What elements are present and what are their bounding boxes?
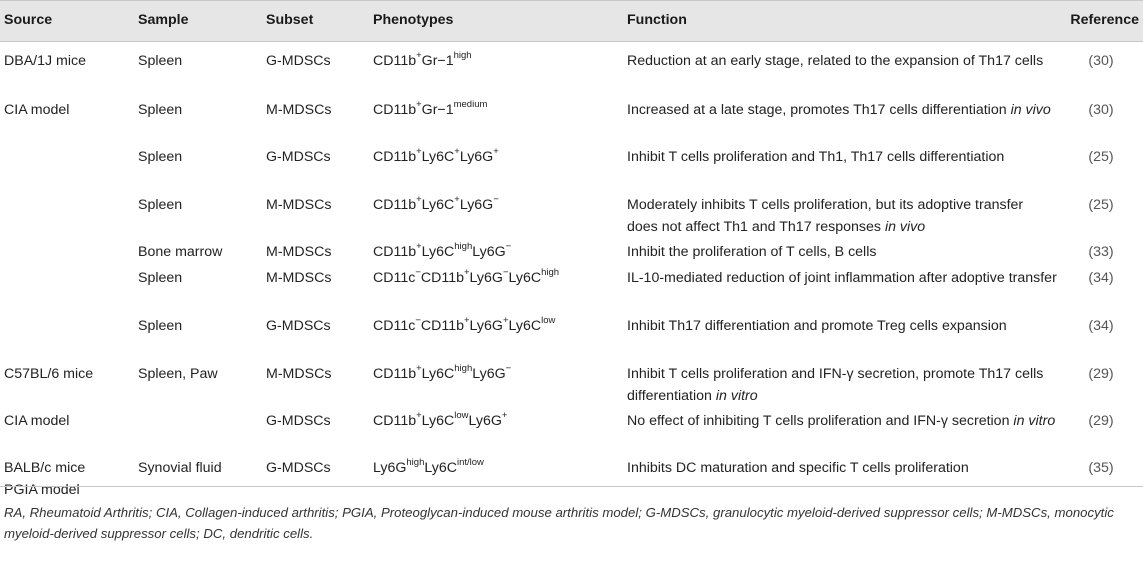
- text-run: Moderately inhibits T cells proliferation, but its adoptive transfer does not affect Th1 and Th17 responses: [627, 197, 1024, 235]
- text-run: Ly6G: [459, 197, 494, 213]
- text-run: Gr−1: [421, 53, 454, 69]
- text-run: Inhibit Th17 differentiation and promote Treg cells expansion: [627, 318, 1007, 334]
- text-run: CD11b: [373, 413, 417, 429]
- cell-function: [627, 146, 1057, 168]
- text-run: Ly6G: [472, 244, 506, 260]
- table-row: [0, 233, 1143, 259]
- text-run: +: [463, 315, 470, 327]
- table-row: [0, 355, 1143, 402]
- text-run: high: [406, 457, 425, 469]
- header-subset: Subset: [266, 12, 314, 28]
- cell-source: BALB/c mice PGIA model: [4, 460, 86, 498]
- paren: (: [1088, 102, 1094, 118]
- table-row: [0, 91, 1143, 138]
- text-run: CD11b: [373, 149, 417, 165]
- text-run: Inhibit T cells proliferation and IFN-γ secretion, promote Th17 cells differentiation: [627, 366, 1044, 404]
- text-run: +: [493, 146, 499, 158]
- header-phenotypes: Phenotypes: [373, 12, 454, 28]
- cell-sample: Spleen: [138, 102, 183, 118]
- cell-sample: Spleen: [138, 270, 183, 286]
- text-run: +: [416, 410, 422, 422]
- text-run: CD11b: [420, 270, 464, 286]
- paren: ): [1108, 270, 1114, 286]
- text-run: high: [454, 363, 473, 375]
- text-run: Inhibits DC maturation and specific T cells proliferation: [627, 460, 969, 476]
- text-run: +: [454, 146, 460, 158]
- cell-phenotype: [373, 363, 623, 385]
- text-run: in vivo: [884, 219, 926, 235]
- text-run: +: [502, 315, 509, 327]
- text-run: CD11b: [373, 197, 417, 213]
- cell-source: CIA model: [4, 102, 70, 118]
- paren: ): [1108, 102, 1114, 118]
- cell-subset: M-MDSCs: [266, 366, 332, 382]
- cell-source: CIA model: [4, 413, 70, 429]
- text-run: Ly6G: [373, 460, 407, 476]
- cell-subset: M-MDSCs: [266, 244, 332, 260]
- cell-subset: G-MDSCs: [266, 149, 331, 165]
- text-run: +: [416, 241, 422, 253]
- paren: ): [1108, 318, 1114, 334]
- paren: ): [1108, 413, 1114, 429]
- text-run: Ly6G: [469, 318, 503, 334]
- text-run: +: [416, 363, 422, 375]
- text-run: in vitro: [715, 388, 758, 404]
- text-run: Ly6C: [421, 244, 455, 260]
- text-run: int/low: [456, 457, 484, 469]
- cell-function: [627, 267, 1057, 289]
- text-run: high: [453, 50, 472, 62]
- table-row: [0, 186, 1143, 233]
- cell-reference: [1062, 363, 1140, 385]
- text-run: low: [454, 410, 469, 422]
- text-run: −: [502, 267, 509, 279]
- header-source: Source: [4, 12, 53, 28]
- paren: ): [1108, 460, 1114, 476]
- table-row: [0, 449, 1143, 498]
- text-run: Inhibit T cells proliferation and Th1, Th17 cells differentiation: [627, 149, 1005, 165]
- text-run: Increased at a late stage, promotes Th17 cells differentiation: [627, 102, 1011, 118]
- text-run: −: [493, 194, 499, 206]
- text-run: low: [541, 315, 556, 327]
- text-run: CD11b: [420, 318, 464, 334]
- table-row: [0, 138, 1143, 186]
- cell-subset: M-MDSCs: [266, 197, 332, 213]
- text-run: −: [505, 363, 512, 375]
- table-row: [0, 42, 1143, 91]
- text-run: No effect of inhibiting T cells proliferation and IFN-γ secretion: [627, 413, 1014, 429]
- text-run: CD11b: [373, 102, 417, 118]
- cell-subset: G-MDSCs: [266, 413, 331, 429]
- paren: ): [1108, 366, 1114, 382]
- cell-source: C57BL/6 mice: [4, 366, 94, 382]
- cell-subset: G-MDSCs: [266, 460, 331, 476]
- text-run: Gr−1: [421, 102, 454, 118]
- paren: (: [1088, 270, 1094, 286]
- reference-link[interactable]: 34: [1093, 318, 1109, 334]
- cell-subset: G-MDSCs: [266, 53, 331, 69]
- paren: (: [1088, 53, 1094, 69]
- cell-reference: [1062, 146, 1140, 168]
- paren: (: [1088, 366, 1094, 382]
- cell-function: [627, 315, 1057, 337]
- cell-function: [627, 410, 1057, 432]
- cell-phenotype: [373, 410, 623, 432]
- cell-sample: Bone marrow: [138, 244, 223, 260]
- reference-link[interactable]: 25: [1093, 149, 1109, 165]
- text-run: Ly6G: [469, 270, 503, 286]
- cell-subset: M-MDSCs: [266, 102, 332, 118]
- text-run: Inhibit the proliferation of T cells, B cells: [627, 244, 877, 260]
- cell-source: DBA/1J mice: [4, 53, 86, 69]
- cell-phenotype: [373, 146, 623, 168]
- cell-reference: [1062, 457, 1140, 479]
- cell-phenotype: [373, 50, 623, 72]
- header-function: Function: [627, 12, 687, 28]
- paren: ): [1108, 149, 1114, 165]
- cell-sample: Spleen: [138, 197, 183, 213]
- text-run: medium: [453, 99, 488, 111]
- cell-reference: [1062, 99, 1140, 121]
- text-run: −: [505, 241, 512, 253]
- paren: (: [1088, 460, 1094, 476]
- cell-sample: Spleen, Paw: [138, 366, 218, 382]
- cell-reference: [1062, 315, 1140, 337]
- text-run: Ly6C: [421, 366, 455, 382]
- text-run: CD11b: [373, 53, 417, 69]
- text-run: Ly6C: [508, 270, 542, 286]
- paren: (: [1088, 413, 1094, 429]
- paren: ): [1108, 244, 1114, 260]
- cell-phenotype: [373, 99, 623, 121]
- text-run: CD11b: [373, 366, 417, 382]
- text-run: CD11c: [373, 318, 416, 334]
- cell-phenotype: [373, 267, 623, 289]
- text-run: +: [463, 267, 470, 279]
- text-run: Ly6G: [468, 413, 502, 429]
- reference-link[interactable]: 30: [1093, 53, 1109, 69]
- cell-reference: [1062, 50, 1140, 72]
- text-run: Ly6C: [421, 197, 455, 213]
- text-run: in vitro: [1013, 413, 1056, 429]
- table-row: [0, 259, 1143, 307]
- text-run: +: [454, 194, 460, 206]
- cell-subset: G-MDSCs: [266, 318, 331, 334]
- cell-phenotype: [373, 194, 623, 216]
- text-run: −: [415, 267, 421, 279]
- cell-reference: [1062, 267, 1140, 289]
- cell-function: [627, 457, 1057, 479]
- reference-link[interactable]: 30: [1093, 102, 1109, 118]
- text-run: Ly6C: [424, 460, 457, 476]
- paren: ): [1108, 197, 1114, 213]
- cell-phenotype: [373, 315, 623, 337]
- text-run: −: [415, 315, 421, 327]
- cell-phenotype: [373, 457, 623, 479]
- reference-link[interactable]: 34: [1093, 270, 1109, 286]
- text-run: Ly6C: [421, 149, 455, 165]
- text-run: +: [416, 99, 422, 111]
- table-row: [0, 307, 1143, 355]
- cell-reference: [1062, 194, 1140, 216]
- table-bottom-rule: [0, 486, 1143, 487]
- paren: (: [1088, 149, 1094, 165]
- paren: (: [1088, 244, 1094, 260]
- cell-sample: Spleen: [138, 149, 183, 165]
- text-run: +: [416, 146, 422, 158]
- text-run: Ly6G: [472, 366, 506, 382]
- reference-link[interactable]: 35: [1093, 460, 1109, 476]
- cell-subset: M-MDSCs: [266, 270, 332, 286]
- cell-function: [627, 99, 1057, 121]
- reference-link[interactable]: 29: [1093, 413, 1109, 429]
- cell-function: [627, 363, 1057, 407]
- cell-function: [627, 194, 1057, 238]
- text-run: +: [416, 50, 422, 62]
- text-run: in vivo: [1010, 102, 1051, 118]
- text-run: +: [501, 410, 508, 422]
- text-run: IL-10-mediated reduction of joint inflammation after adoptive transfer: [627, 270, 1057, 286]
- cell-function: [627, 50, 1057, 72]
- text-run: Ly6C: [508, 318, 542, 334]
- text-run: high: [454, 241, 473, 253]
- cell-sample: Spleen: [138, 53, 183, 69]
- text-run: +: [416, 194, 422, 206]
- header-sample: Sample: [138, 12, 189, 28]
- reference-link[interactable]: 29: [1093, 366, 1109, 382]
- text-run: Ly6G: [459, 149, 494, 165]
- table-footnote: RA, Rheumatoid Arthritis; CIA, Collagen-induced arthritis; PGIA, Proteoglycan-induced mouse arthritis model; G-MDSCs, granulocytic myeloid-derived suppressor cells; M-MDSCs, monocytic myeloid-derived suppressor cells; DC, dendritic cells.: [4, 505, 1114, 541]
- text-run: Ly6C: [421, 413, 455, 429]
- text-run: CD11c: [373, 270, 416, 286]
- reference-link[interactable]: 25: [1093, 197, 1109, 213]
- table-body: [0, 42, 1143, 498]
- paren: (: [1088, 197, 1094, 213]
- cell-sample: Spleen: [138, 318, 183, 334]
- reference-link[interactable]: 33: [1093, 244, 1109, 260]
- table-row: [0, 402, 1143, 449]
- cell-sample: Synovial fluid: [138, 460, 222, 476]
- table-header: [0, 0, 1143, 42]
- paren: (: [1088, 318, 1094, 334]
- text-run: high: [541, 267, 560, 279]
- header-reference: Reference: [1070, 12, 1139, 28]
- text-run: CD11b: [373, 244, 417, 260]
- paren: ): [1108, 53, 1114, 69]
- cell-reference: [1062, 410, 1140, 432]
- text-run: Reduction at an early stage, related to the expansion of Th17 cells: [627, 53, 1044, 69]
